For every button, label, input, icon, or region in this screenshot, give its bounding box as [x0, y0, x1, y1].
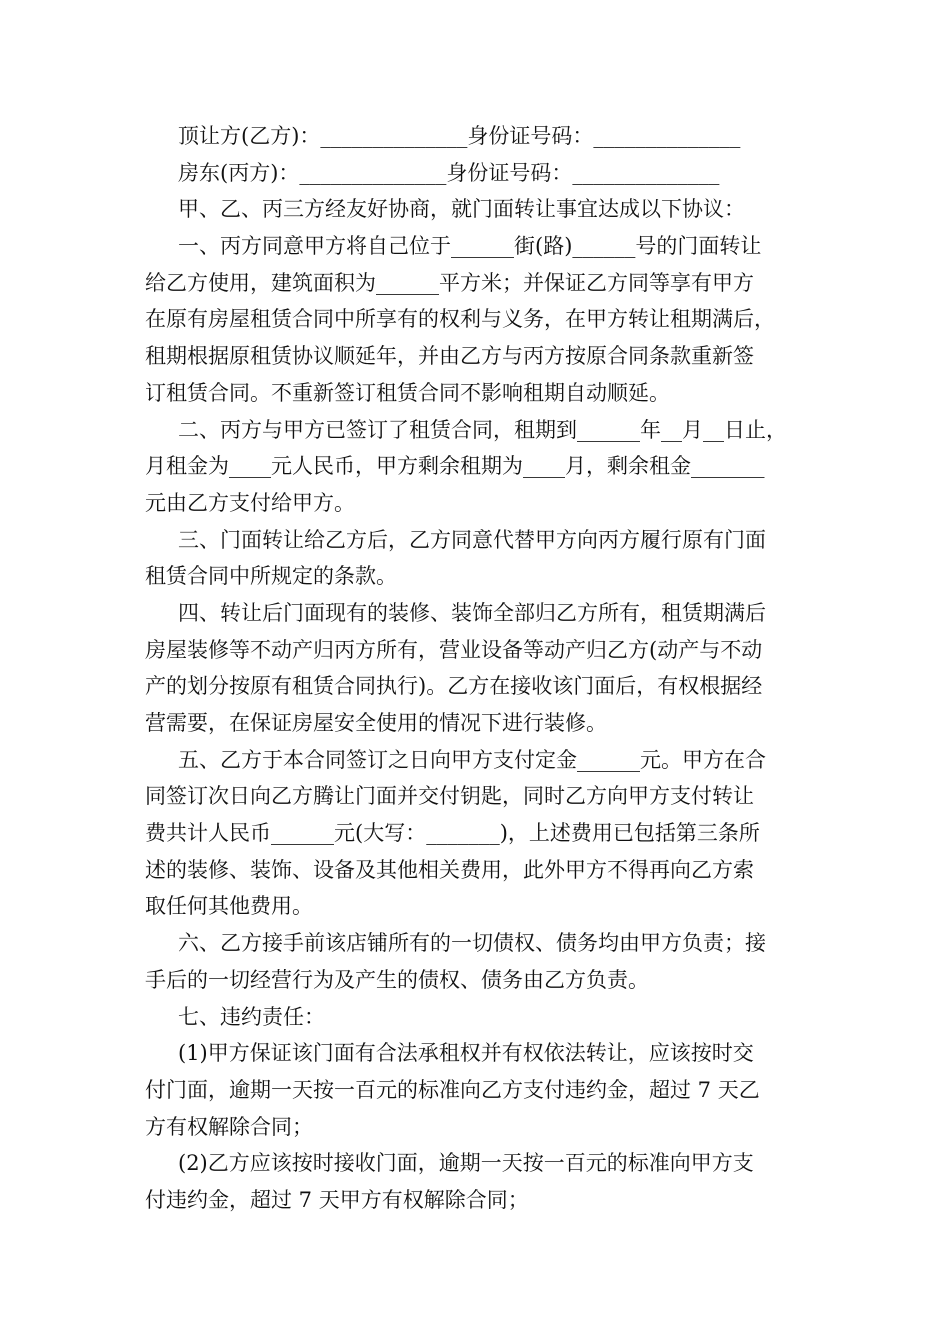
clause-4-line: 产的划分按原有租赁合同执行)。乙方在接收该门面后，有权根据经 [145, 674, 763, 699]
clause-6-line: 六、乙方接手前该店铺所有的一切债权、债务均由甲方负责；接 [178, 931, 766, 956]
document-body [145, 118, 810, 1219]
clause-4-line: 房屋装修等不动产归丙方所有，营业设备等动产归乙方(动产与不动 [145, 637, 763, 662]
clause-2-line: 二、丙方与甲方已签订了租赁合同，租期到______年__月__日止， [178, 417, 787, 442]
clause-5-line: 五、乙方于本合同签订之日向甲方支付定金______元。甲方在合 [178, 747, 766, 772]
clause-7-item-1-line: 方有权解除合同； [145, 1114, 313, 1139]
clause-5-line: 述的装修、装饰、设备及其他相关费用，此外甲方不得再向乙方索 [145, 857, 754, 882]
party-b-line: 顶让方(乙方)：______________身份证号码：______________ [178, 124, 741, 148]
clause-3-line: 三、门面转让给乙方后，乙方同意代替甲方向丙方履行原有门面 [178, 527, 766, 552]
clause-1-line: 在原有房屋租赁合同中所享有的权利与义务，在甲方转让租期满后， [145, 307, 775, 332]
clause-2-line: 月租金为____元人民币，甲方剩余租期为____月，剩余租金_______ [145, 454, 765, 479]
clause-7-heading: 七、违约责任： [178, 1004, 325, 1029]
clause-6-line: 手后的一切经营行为及产生的债权、债务由乙方负责。 [145, 967, 649, 992]
clause-1-line: 租期根据原租赁协议顺延年，并由乙方与丙方按原合同条款重新签 [145, 344, 754, 369]
clause-1-line: 一、丙方同意甲方将自己位于______街(路)______号的门面转让 [178, 234, 762, 259]
clause-3-line: 租赁合同中所规定的条款。 [145, 564, 397, 589]
clause-5-line: 费共计人民币______元(大写：_______)，上述费用已包括第三条所 [145, 821, 760, 846]
clause-2-line: 元由乙方支付给甲方。 [145, 490, 355, 515]
party-c-line: 房东(丙方)：______________身份证号码：______________ [178, 160, 720, 185]
clause-1-line: 给乙方使用，建筑面积为______平方米；并保证乙方同等享有甲方 [145, 270, 754, 295]
clause-4-line: 营需要，在保证房屋安全使用的情况下进行装修。 [145, 711, 607, 735]
agreement-intro: 甲、乙、丙三方经友好协商，就门面转让事宜达成以下协议： [178, 197, 745, 222]
clause-7-item-1-line: 付门面，逾期一天按一百元的标准向乙方支付违约金，超过 7 天乙 [145, 1077, 760, 1102]
clause-5-line: 同签订次日向乙方腾让门面并交付钥匙，同时乙方向甲方支付转让 [145, 784, 754, 809]
clause-7-item-2-line: 付违约金，超过 7 天甲方有权解除合同； [145, 1187, 529, 1212]
clause-7-item-2-line: (2)乙方应该按时接收门面，逾期一天按一百元的标准向甲方支 [178, 1151, 754, 1176]
clause-5-line: 取任何其他费用。 [145, 894, 313, 919]
clause-7-item-1-line: (1)甲方保证该门面有合法承租权并有权依法转让，应该按时交 [178, 1041, 754, 1066]
clause-1-line: 订租赁合同。不重新签订租赁合同不影响租期自动顺延。 [145, 380, 670, 405]
clause-4-line: 四、转让后门面现有的装修、装饰全部归乙方所有，租赁期满后 [178, 600, 766, 625]
